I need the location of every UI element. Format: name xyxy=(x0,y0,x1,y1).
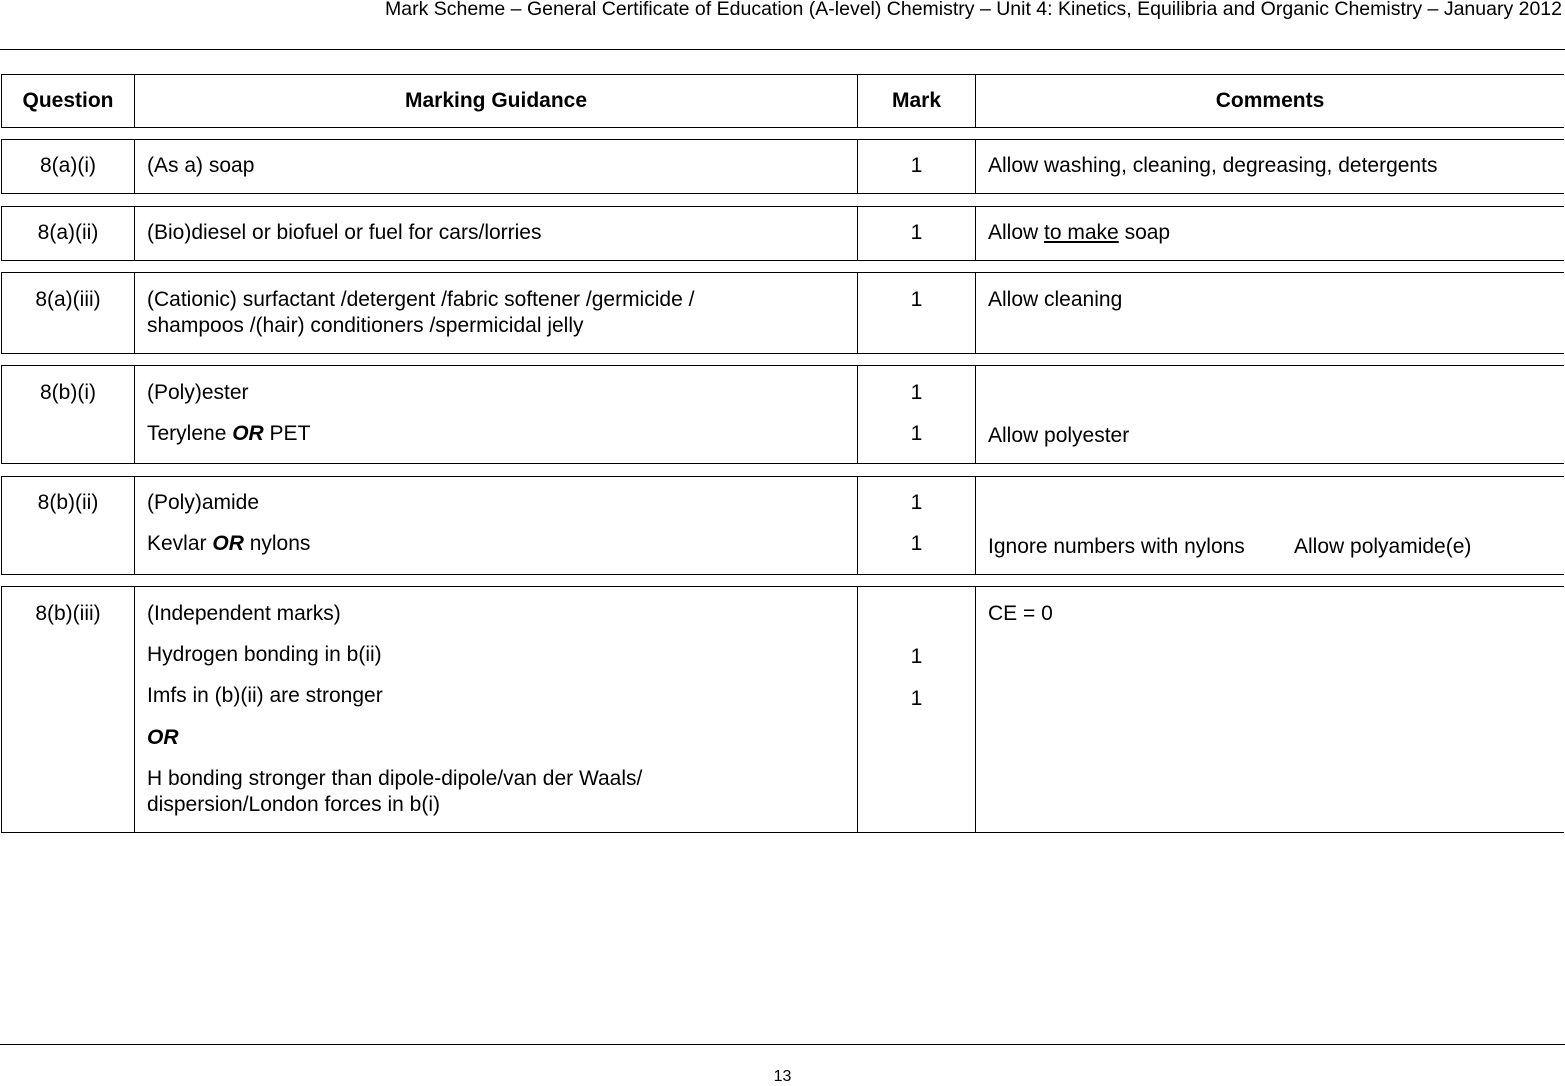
table-row xyxy=(1,139,1564,194)
table-row xyxy=(1,272,1564,354)
marking-guidance: Kevlar OR nylons xyxy=(147,532,311,555)
column-header-mark: Mark xyxy=(858,75,976,127)
mark-value: 1 xyxy=(910,687,923,710)
marking-guidance: H bonding stronger than dipole-dipole/van der Waals/ xyxy=(147,767,643,790)
comment: Allow to make soap xyxy=(988,221,1171,244)
page-number: 13 xyxy=(773,1068,792,1085)
marking-guidance: Imfs in (b)(ii) are stronger xyxy=(147,684,383,707)
table-row xyxy=(1,365,1564,464)
marking-guidance: (Cationic) surfactant /detergent /fabric softener /germicide / xyxy=(147,288,695,311)
marking-guidance: (Bio)diesel or biofuel or fuel for cars/lorries xyxy=(147,221,542,244)
marking-guidance: Terylene OR PET xyxy=(147,422,311,445)
question-number: 8(a)(iii) xyxy=(35,288,101,311)
marking-guidance: (Poly)amide xyxy=(147,491,260,514)
mark-value: 1 xyxy=(910,491,923,514)
comment: Allow cleaning xyxy=(988,288,1123,311)
comment: Allow washing, cleaning, degreasing, detergents xyxy=(988,154,1438,177)
question-number: 8(b)(iii) xyxy=(35,602,101,625)
comment: Allow polyamide(e) xyxy=(1294,535,1472,558)
mark-value: 1 xyxy=(910,422,923,445)
table-row xyxy=(1,476,1564,575)
mark-value: 1 xyxy=(910,381,923,404)
document-header: Mark Scheme – General Certificate of Education (A-level) Chemistry – Unit 4: Kinetics, Equilibria and Organic Chemistry – January 2012 xyxy=(384,0,1562,20)
marking-guidance: (Poly)ester xyxy=(147,381,249,404)
mark-value: 1 xyxy=(910,288,923,311)
header-rule xyxy=(0,49,1565,50)
comment: Allow polyester xyxy=(988,424,1130,447)
marking-guidance: dispersion/London forces in b(i) xyxy=(147,793,440,816)
table-header-row xyxy=(1,74,1564,128)
mark-value: 1 xyxy=(910,532,923,555)
mark-value: 1 xyxy=(910,221,923,244)
question-number: 8(a)(ii) xyxy=(37,221,99,244)
table-row xyxy=(1,586,1564,833)
marking-guidance: (Independent marks) xyxy=(147,602,341,625)
marking-guidance: Hydrogen bonding in b(ii) xyxy=(147,643,382,666)
mark-value: 1 xyxy=(910,645,923,668)
question-number: 8(a)(i) xyxy=(40,154,96,177)
question-number: 8(b)(ii) xyxy=(37,491,99,514)
marking-guidance: (As a) soap xyxy=(147,154,255,177)
column-header-comments: Comments xyxy=(1215,89,1325,112)
table-row xyxy=(1,206,1564,261)
comment: Ignore numbers with nylons xyxy=(988,535,1245,558)
mark-value: 1 xyxy=(910,154,923,177)
column-header-question: Question xyxy=(2,75,135,127)
footer-rule xyxy=(0,1044,1565,1045)
marking-guidance: shampoos /(hair) conditioners /spermicidal jelly xyxy=(147,314,584,337)
question-number: 8(b)(i) xyxy=(40,381,96,404)
marking-guidance: OR xyxy=(147,726,179,749)
comment: CE = 0 xyxy=(988,602,1053,625)
column-header-marking-guidance: Marking Guidance xyxy=(135,75,858,127)
